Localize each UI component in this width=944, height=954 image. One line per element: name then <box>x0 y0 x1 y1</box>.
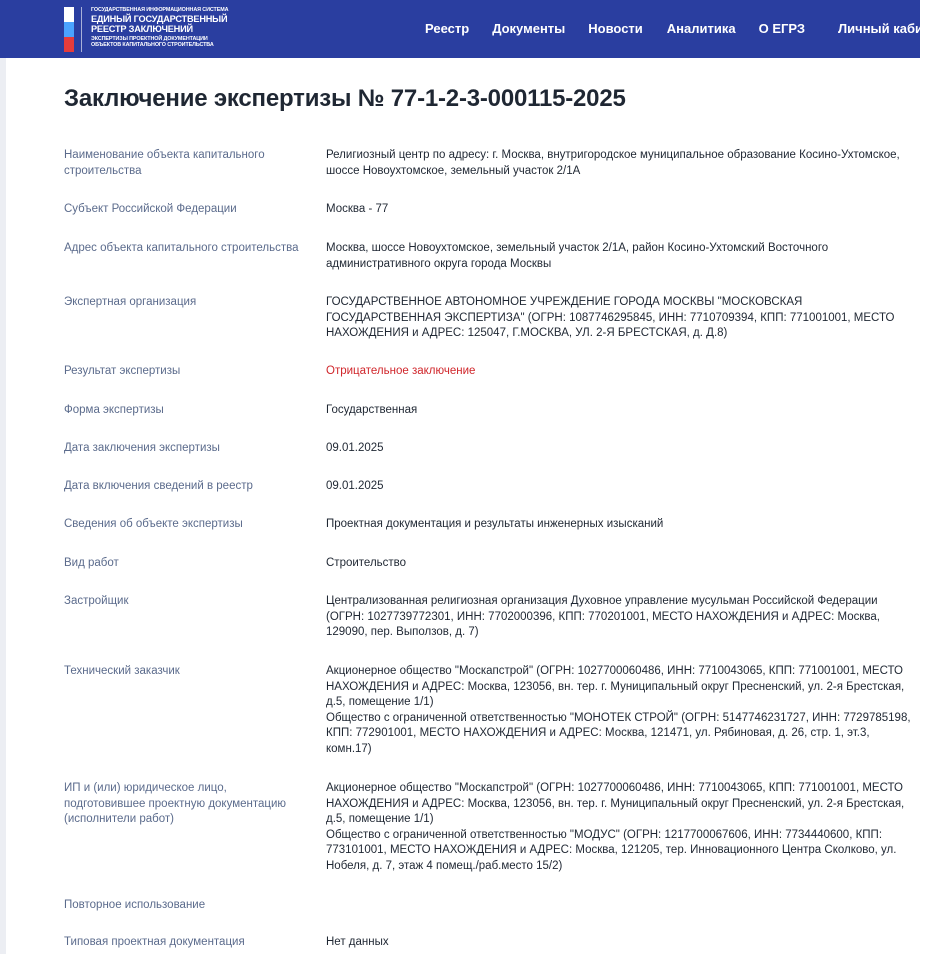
logo-line-4: ЭКСПЕРТИЗЫ ПРОЕКТНОЙ ДОКУМЕНТАЦИИ <box>91 35 208 42</box>
field-value: Акционерное общество "Москапстрой" (ОГРН: 1027700060486, ИНН: 7710043065, КПП: 771001001, МЕСТО НАХОЖДЕНИЯ и АДРЕС: Москва, 123056, вн. тер. г. Муниципальный округ Пресненский, ул. 2-я Брестская, д.5, помещение 1/1) Общество с ограниченной ответственностью "МОДУС" (ОГРН: 1217700067606, ИНН: 7734440600, КПП: 773101001, МЕСТО НАХОЖДЕНИЯ и АДРЕС: Москва, 121205, тер. Инновационного Центра Сколково, ул. Нобеля, д. 7, этаж 4 помещ./раб.место 15/2) <box>326 782 905 872</box>
field-label: Экспертная организация <box>64 296 197 308</box>
nav-documents[interactable]: Документы <box>492 21 566 36</box>
nav-analytics[interactable]: Аналитика <box>666 21 736 36</box>
main-nav <box>425 21 944 36</box>
field-label: Дата включения сведений в реестр <box>64 480 253 492</box>
field-value: ГОСУДАРСТВЕННОЕ АВТОНОМНОЕ УЧРЕЖДЕНИЕ ГОРОДА МОСКВЫ "МОСКОВСКАЯ ГОСУДАРСТВЕННАЯ ЭКСПЕРТИЗА" (ОГРН: 1087746295845, ИНН: 7710709394, КПП: 771001001, МЕСТО НАХОЖДЕНИЯ и АДРЕС: 125047, Г.МОСКВА, УЛ. 2-Я БРЕСТСКАЯ, д. Д.8) <box>326 296 895 339</box>
field-label: Типовая проектная документация <box>64 936 245 948</box>
page-gutter <box>0 58 6 954</box>
field-label: ИП и (или) юридическое лицо, подготовившее проектную документацию (исполнители работ) <box>64 782 287 825</box>
logo-line-2: ЕДИНЫЙ ГОСУДАРСТВЕННЫЙ <box>91 14 228 25</box>
field-label: Повторное использование <box>64 899 206 911</box>
field-label: Результат экспертизы <box>64 365 181 377</box>
logo-line-3: РЕЕСТР ЗАКЛЮЧЕНИЙ <box>91 23 193 34</box>
field-label: Наименование объекта капитального строительства <box>64 149 265 177</box>
field-label: Адрес объекта капитального строительства <box>64 242 299 254</box>
field-label: Субъект Российской Федерации <box>64 203 237 215</box>
top-navigation-bar <box>0 0 944 58</box>
nav-news[interactable]: Новости <box>588 21 643 36</box>
field-value: Нет данных <box>326 936 389 948</box>
field-label: Технический заказчик <box>64 665 180 677</box>
field-value: Централизованная религиозная организация Духовное управление мусульман Российской Федерации (ОГРН: 1027739772301, ИНН: 7702000396, КПП: 770201001, МЕСТО НАХОЖДЕНИЯ и АДРЕС: Москва, 129090, пер. Выползов, д. 7) <box>326 595 880 638</box>
field-value: Проектная документация и результаты инженерных изысканий <box>326 518 664 530</box>
field-label: Вид работ <box>64 557 119 569</box>
field-value: Строительство <box>326 557 407 569</box>
result-status: Отрицательное заключение <box>326 365 476 377</box>
egrz-logo[interactable] <box>64 7 228 51</box>
field-label: Застройщик <box>64 595 129 607</box>
logo-divider <box>81 7 82 52</box>
nav-about[interactable]: О ЕГРЗ <box>758 21 806 36</box>
field-value: Государственная <box>326 404 418 416</box>
logo-line-1: ГОСУДАРСТВЕННАЯ ИНФОРМАЦИОННАЯ СИСТЕМА <box>91 7 229 13</box>
field-value: 09.01.2025 <box>326 442 384 454</box>
field-value: Москва - 77 <box>326 203 389 215</box>
field-label: Форма экспертизы <box>64 404 164 416</box>
nav-personal-account[interactable]: Личный кабинет <box>838 21 944 36</box>
field-value: Акционерное общество "Москапстрой" (ОГРН: 1027700060486, ИНН: 7710043065, КПП: 771001001, МЕСТО НАХОЖДЕНИЯ и АДРЕС: Москва, 123056, вн. тер. г. Муниципальный округ Пресненский, ул. 2-я Брестская, д.5, помещение 1/1) Общество с ограниченной ответственностью "МОНОТЕК СТРОЙ" (ОГРН: 5147746231727, ИНН: 7729785198, КПП: 772901001, МЕСТО НАХОЖДЕНИЯ и АДРЕС: Москва, 121471, ул. Рябиновая, д. 26, стр. 1, эт.3, комн.17) <box>326 665 911 755</box>
page-title: Заключение экспертизы № 77-1-2-3-000115-2025 <box>64 85 626 112</box>
field-value: Москва, шоссе Новоухтомское, земельный участок 2/1А, район Косино-Ухтомский Восточного административного округа города Москвы <box>326 242 829 270</box>
logo-line-5: ОБЪЕКТОВ КАПИТАЛЬНОГО СТРОИТЕЛЬСТВА <box>91 42 214 49</box>
field-label: Дата заключения экспертизы <box>64 442 220 454</box>
field-value: Религиозный центр по адресу: г. Москва, внутригородское муниципальное образование Косино-Ухтомское, шоссе Новоухтомское, земельный участок 2/1А <box>326 149 900 177</box>
nav-registry[interactable]: Реестр <box>425 21 470 36</box>
field-value: 09.01.2025 <box>326 480 384 492</box>
logo-text <box>91 7 228 49</box>
field-label: Сведения об объекте экспертизы <box>64 518 243 530</box>
russian-flag-icon <box>64 7 74 52</box>
